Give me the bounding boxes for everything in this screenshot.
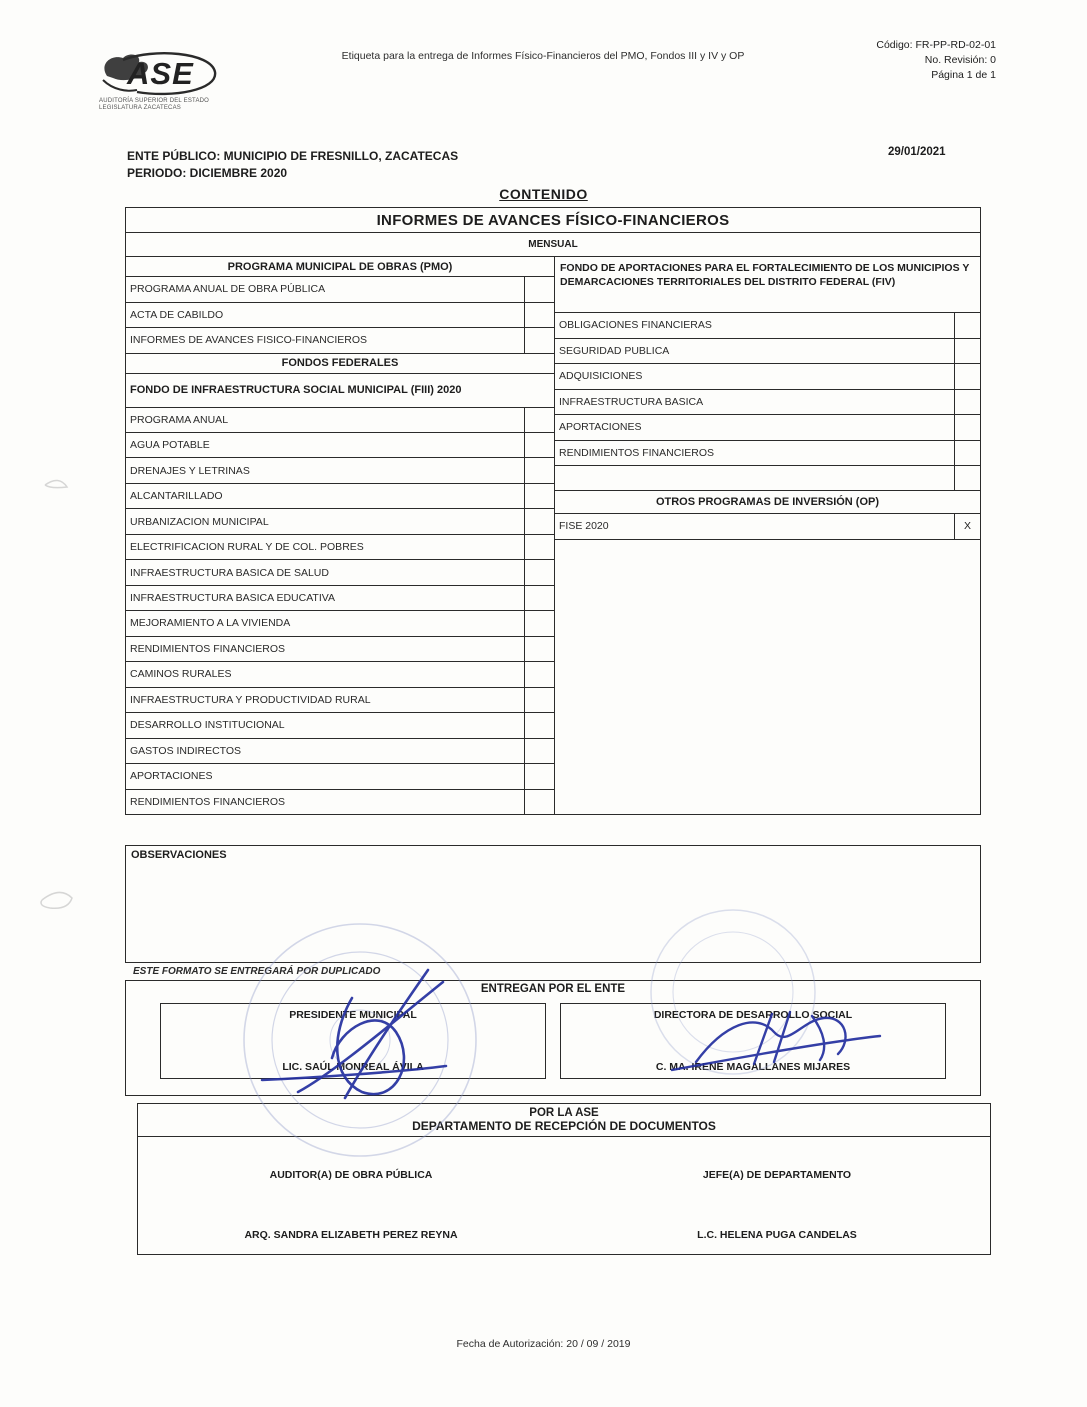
checkbox-cell	[954, 339, 980, 364]
table-row: DESARROLLO INSTITUCIONAL	[126, 713, 554, 738]
checkbox-cell	[524, 509, 554, 533]
empty-area	[555, 540, 980, 815]
period: PERIODO: DICIEMBRE 2020	[127, 166, 288, 180]
checkbox-cell	[524, 586, 554, 610]
table-row: MEJORAMIENTO A LA VIVIENDA	[126, 611, 554, 636]
signer-name: C. MA. IRENE MAGALLANES MIJARES	[655, 1061, 851, 1073]
duplicate-note: ESTE FORMATO SE ENTREGARÁ POR DUPLICADO	[133, 966, 381, 977]
entity-period-block	[127, 148, 458, 182]
entregan-title: ENTREGAN POR EL ENTE	[480, 983, 626, 995]
table-subtitle: MENSUAL	[126, 233, 980, 257]
checkbox-cell	[524, 303, 554, 328]
checkbox-cell	[524, 688, 554, 712]
contents-table	[125, 207, 981, 815]
table-row: APORTACIONES	[555, 415, 980, 441]
checkbox-cell	[524, 790, 554, 814]
checkbox-cell	[954, 390, 980, 415]
role-label: DIRECTORA DE DESARROLLO SOCIAL	[653, 1009, 853, 1021]
entity-name: ENTE PÚBLICO: MUNICIPIO DE FRESNILLO, ZACATECAS	[127, 149, 459, 163]
fiii-header: FONDO DE INFRAESTRUCTURA SOCIAL MUNICIPAL (FIII) 2020	[126, 374, 554, 408]
table-row: URBANIZACION MUNICIPAL	[126, 509, 554, 534]
op-header: OTROS PROGRAMAS DE INVERSIÓN (OP)	[555, 491, 980, 514]
ase-logo-subtitle: AUDITORÍA SUPERIOR DEL ESTADO LEGISLATURA ZACATECAS	[99, 98, 210, 111]
checkbox-cell	[524, 277, 554, 302]
checkbox-cell	[524, 458, 554, 482]
ase-department-title: DEPARTAMENTO DE RECEPCIÓN DE DOCUMENTOS	[138, 1119, 990, 1137]
role-label: AUDITOR(A) DE OBRA PÚBLICA	[269, 1169, 433, 1181]
checkbox-cell	[954, 364, 980, 389]
document-code: Código: FR-PP-RD-02-01	[876, 39, 996, 51]
table-row: AGUA POTABLE	[126, 433, 554, 458]
checkbox-cell	[954, 441, 980, 466]
table-row: RENDIMIENTOS FINANCIEROS	[126, 790, 554, 814]
checkbox-cell	[524, 408, 554, 432]
table-row: RENDIMIENTOS FINANCIEROS	[126, 637, 554, 662]
fondos-federales-header: FONDOS FEDERALES	[126, 354, 554, 374]
table-row: INFRAESTRUCTURA BASICA DE SALUD	[126, 560, 554, 585]
checkbox-cell	[524, 535, 554, 559]
empty-row	[555, 466, 980, 491]
entregan-section	[125, 980, 981, 1096]
table-row: ALCANTARILLADO	[126, 484, 554, 509]
checkbox-cell	[524, 484, 554, 508]
checkbox-cell	[954, 313, 980, 338]
signature-cell-auditor	[138, 1137, 564, 1253]
document-date: 29/01/2021	[888, 146, 946, 158]
observations-box	[125, 845, 981, 963]
checkbox-cell	[524, 433, 554, 457]
table-row: INFORMES DE AVANCES FISICO-FINANCIEROS	[126, 328, 554, 354]
fiv-op-column	[555, 257, 980, 814]
table-row: DRENAJES Y LETRINAS	[126, 458, 554, 483]
contenido-heading: CONTENIDO	[499, 186, 588, 202]
table-row: PROGRAMA ANUAL DE OBRA PÚBLICA	[126, 277, 554, 303]
authorization-date: Fecha de Autorización: 20 / 09 / 2019	[456, 1338, 631, 1350]
table-row: INFRAESTRUCTURA Y PRODUCTIVIDAD RURAL	[126, 688, 554, 713]
checkbox-cell	[524, 637, 554, 661]
checkbox-cell	[524, 739, 554, 763]
pmo-header: PROGRAMA MUNICIPAL DE OBRAS (PMO)	[126, 257, 554, 277]
table-row: RENDIMIENTOS FINANCIEROS	[555, 441, 980, 467]
checkbox-cell	[524, 328, 554, 353]
table-row: ELECTRIFICACION RURAL Y DE COL. POBRES	[126, 535, 554, 560]
signer-name: ARQ. SANDRA ELIZABETH PEREZ REYNA	[244, 1229, 458, 1241]
ase-reception-section	[137, 1103, 991, 1255]
document-header-title: Etiqueta para la entrega de Informes Físico-Financieros del PMO, Fondos III y IV y OP	[341, 50, 745, 62]
checkbox-cell	[954, 415, 980, 440]
ase-section-title: POR LA ASE	[529, 1107, 599, 1119]
ase-logo	[93, 46, 243, 120]
table-row: ACTA DE CABILDO	[126, 303, 554, 329]
table-row: CAMINOS RURALES	[126, 662, 554, 687]
document-revision: No. Revisión: 0	[924, 54, 996, 66]
signer-name: L.C. HELENA PUGA CANDELAS	[697, 1229, 857, 1241]
checkbox-cell	[524, 662, 554, 686]
role-label: JEFE(A) DE DEPARTAMENTO	[702, 1169, 852, 1181]
checkbox-cell	[524, 560, 554, 584]
checkbox-cell	[524, 713, 554, 737]
document-code-block	[860, 38, 996, 83]
scan-artifact	[45, 480, 67, 487]
table-row: ADQUISICIONES	[555, 364, 980, 390]
checkbox-cell-checked: X	[954, 514, 980, 539]
role-label: PRESIDENTE MUNICIPAL	[289, 1009, 417, 1021]
table-row: INFRAESTRUCTURA BASICA EDUCATIVA	[126, 586, 554, 611]
table-row: FISE 2020 X	[555, 514, 980, 540]
table-title: INFORMES DE AVANCES FÍSICO-FINANCIEROS	[126, 208, 980, 233]
checkbox-cell	[524, 764, 554, 788]
checkbox-cell	[954, 466, 980, 490]
signer-name: LIC. SAÚL MONREAL ÁVILA	[282, 1061, 424, 1073]
table-row: SEGURIDAD PUBLICA	[555, 339, 980, 365]
fiv-header: FONDO DE APORTACIONES PARA EL FORTALECIMIENTO DE LOS MUNICIPIOS Y DEMARCACIONES TERRITORIALES DEL DISTRITO FEDERAL (FIV)	[555, 257, 980, 313]
signature-box-directora	[560, 1003, 946, 1079]
ase-logo-text: ASE	[127, 56, 194, 91]
signature-cell-jefe	[564, 1137, 990, 1253]
table-row: INFRAESTRUCTURA BASICA	[555, 390, 980, 416]
table-row: APORTACIONES	[126, 764, 554, 789]
scan-artifact	[41, 892, 72, 908]
table-row: OBLIGACIONES FINANCIERAS	[555, 313, 980, 339]
document-page-number: Página 1 de 1	[931, 69, 996, 81]
checkbox-cell	[524, 611, 554, 635]
table-row: GASTOS INDIRECTOS	[126, 739, 554, 764]
observations-label: OBSERVACIONES	[131, 849, 227, 861]
pmo-fiii-column	[126, 257, 555, 814]
signature-box-presidente	[160, 1003, 546, 1079]
table-row: PROGRAMA ANUAL	[126, 408, 554, 433]
